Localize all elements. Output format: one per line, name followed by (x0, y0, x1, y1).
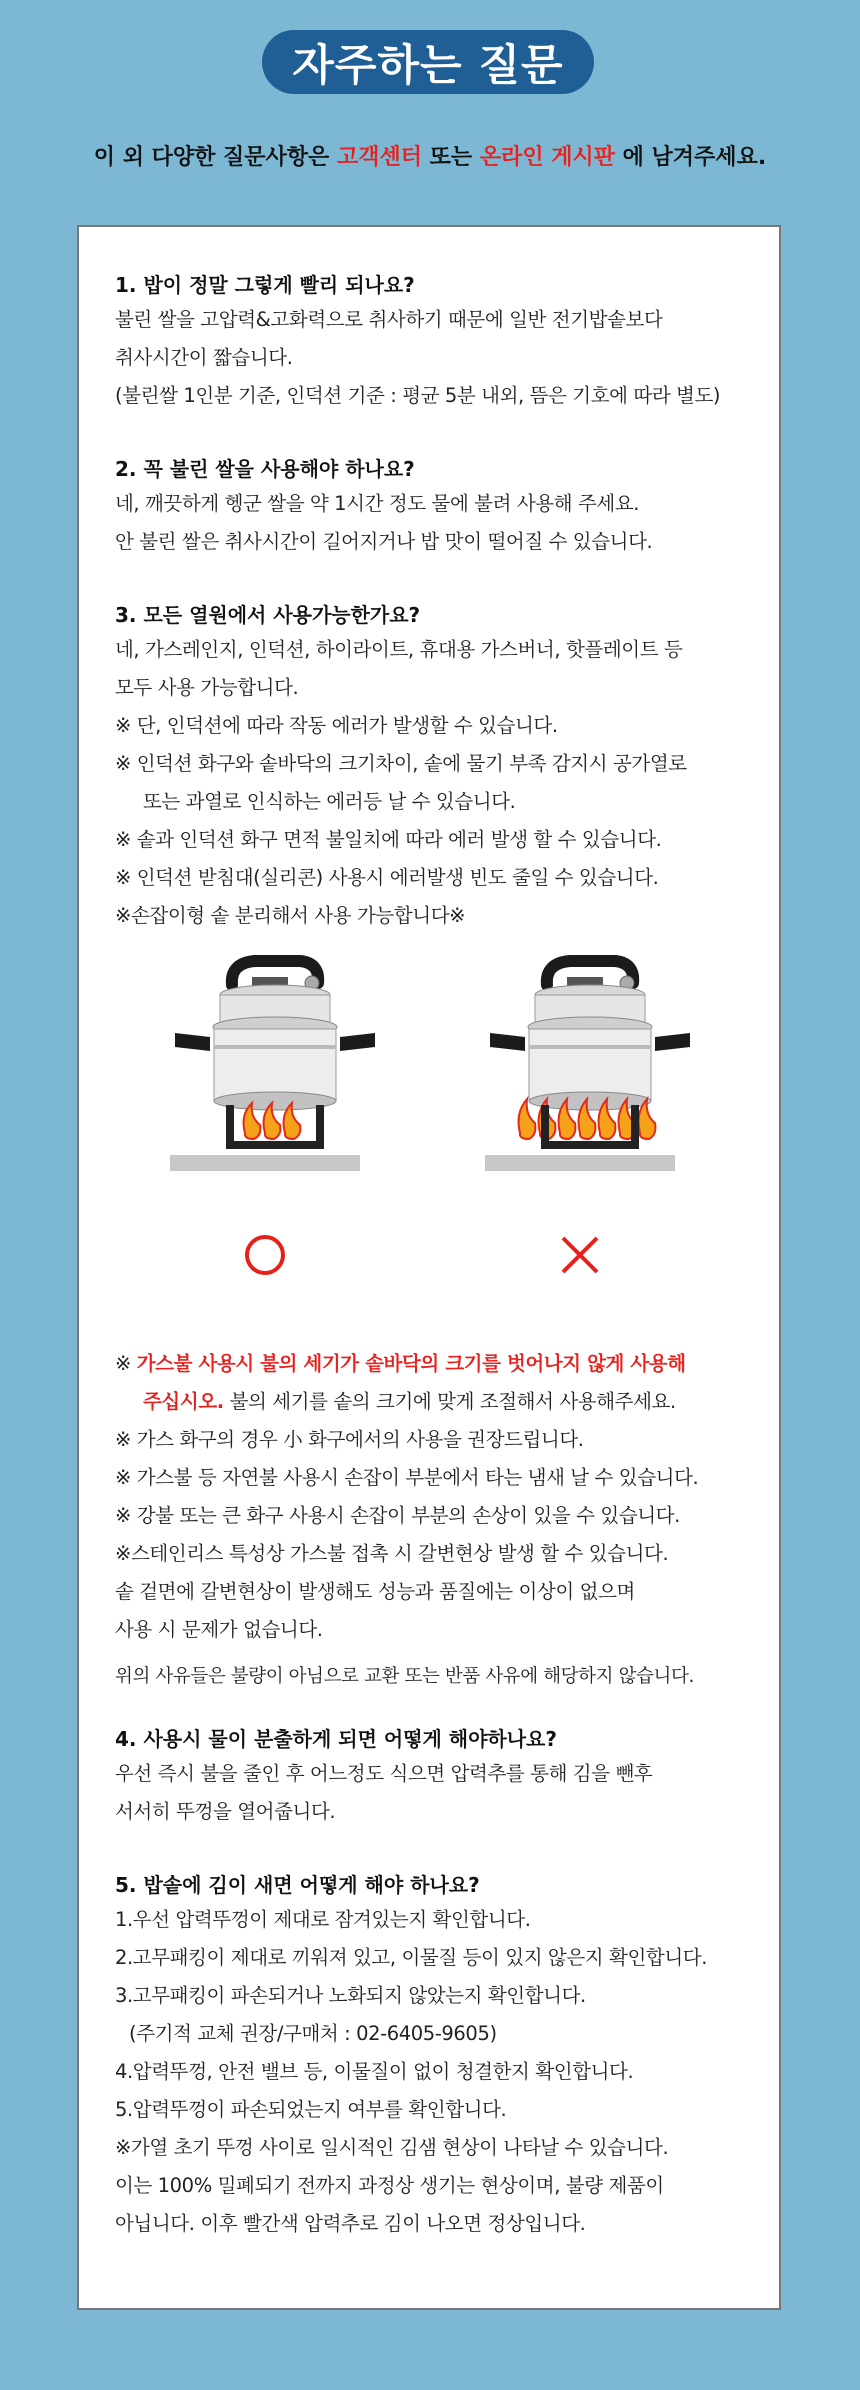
wrong-usage-figure (485, 955, 715, 1315)
answer-line: 우선 즉시 불을 줄인 후 어느정도 식으면 압력추를 통해 김을 뺀후 (115, 1762, 653, 1785)
answer-line: 4.압력뚜껑, 안전 밸브 등, 이물질이 없이 청결한지 확인합니다. (115, 2060, 634, 2083)
gas-warning-line (115, 1383, 755, 1421)
gas-note-line: 사용 시 문제가 없습니다. (115, 1618, 323, 1641)
faq-card (77, 225, 781, 2310)
subtitle-prefix: 이 외 다양한 질문사항은 (93, 145, 337, 170)
correct-usage-figure (170, 955, 400, 1315)
pressure-cooker-small-flame-image (170, 955, 400, 1195)
wrong-mark (550, 1225, 610, 1285)
gas-note-line: ※ 강불 또는 큰 화구 사용시 손잡이 부분의 손상이 있을 수 있습니다. (115, 1504, 680, 1527)
gas-note-line: ※ 가스불 등 자연불 사용시 손잡이 부분에서 타는 냄새 날 수 있습니다. (115, 1466, 699, 1489)
question-title: 4. 사용시 물이 분출하게 되면 어떻게 해야하나요? (115, 1727, 557, 1751)
page-title: 자주하는 질문 (262, 30, 594, 94)
answer-line: 1.우선 압력뚜껑이 제대로 잠겨있는지 확인합니다. (115, 1908, 531, 1931)
answer-line: 안 불린 쌀은 취사시간이 길어지거나 밥 맛이 떨어질 수 있습니다. (115, 530, 653, 553)
answer-line: ※ 단, 인덕션에 따라 작동 에러가 발생할 수 있습니다. (115, 714, 558, 737)
gas-warning-rest: 불의 세기를 솥의 크기에 맞게 조절해서 사용해주세요. (223, 1390, 676, 1413)
answer-line: ※ 솥과 인덕션 화구 면적 불일치에 따라 에러 발생 할 수 있습니다. (115, 828, 662, 851)
faq-item-4 (115, 1723, 755, 1831)
answer-line: 불린 쌀을 고압력&고화력으로 취사하기 때문에 일반 전기밥솥보다 (115, 308, 663, 331)
answer-line: ※ 인덕션 화구와 솥바닥의 크기차이, 솥에 물기 부족 감지시 공가열로 (115, 752, 687, 775)
answer-line: 서서히 뚜껑을 열어줍니다. (115, 1800, 336, 1823)
question-title: 3. 모든 열원에서 사용가능한가요? (115, 603, 421, 627)
answer-line: 아닙니다. 이후 빨간색 압력추로 김이 나오면 정상입니다. (115, 2212, 586, 2235)
gas-note-line: 솥 겉면에 갈변현상이 발생해도 성능과 품질에는 이상이 없으며 (115, 1580, 635, 1603)
answer-line: ※ 인덕션 받침대(실리콘) 사용시 에러발생 빈도 줄일 수 있습니다. (115, 866, 659, 889)
answer-line: 또는 과열로 인식하는 에러등 날 수 있습니다. (143, 790, 516, 813)
question-title: 2. 꼭 불린 쌀을 사용해야 하나요? (115, 457, 415, 481)
gas-warning-emphasis: 주십시오. (143, 1390, 224, 1413)
subtitle-suffix: 에 남겨주세요. (614, 145, 767, 170)
gas-note-line: ※ 가스 화구의 경우 小 화구에서의 사용을 권장드립니다. (115, 1428, 584, 1451)
answer-line: 네, 가스레인지, 인덕션, 하이라이트, 휴대용 가스버너, 핫플레이트 등 (115, 638, 683, 661)
faq-item-3 (115, 599, 755, 935)
answer-line: 취사시간이 짧습니다. (115, 346, 293, 369)
subtitle-mid: 또는 (421, 145, 480, 170)
x-mark-icon (550, 1225, 610, 1285)
answer-line: 5.압력뚜껑이 파손되었는지 여부를 확인합니다. (115, 2098, 507, 2121)
page-subtitle (0, 140, 860, 171)
answer-line: 네, 깨끗하게 헹군 쌀을 약 1시간 정도 물에 불려 사용해 주세요. (115, 492, 640, 515)
gas-notes (115, 1345, 755, 1695)
note-marker: ※ (115, 1352, 137, 1375)
faq-item-1 (115, 269, 755, 415)
question-title: 5. 밥솥에 김이 새면 어떻게 해야 하나요? (115, 1873, 480, 1897)
gas-warning-emphasis: 가스불 사용시 불의 세기가 솥바닥의 크기를 벗어나지 않게 사용해 (136, 1352, 686, 1375)
return-policy-note: 위의 사유들은 불량이 아님으로 교환 또는 반품 사유에 해당하지 않습니다. (115, 1666, 694, 1687)
faq-content (115, 269, 755, 2243)
answer-line: (불린쌀 1인분 기준, 인덕션 기준 : 평균 5분 내외, 뜸은 기호에 따라 별도) (115, 384, 721, 407)
answer-line: 모두 사용 가능합니다. (115, 676, 299, 699)
circle-mark-icon (235, 1225, 295, 1285)
answer-line: ※손잡이형 솥 분리해서 사용 가능합니다※ (115, 904, 466, 927)
pressure-cooker-large-flame-image (485, 955, 715, 1195)
correct-mark (235, 1225, 295, 1285)
customer-center-link[interactable]: 고객센터 (336, 145, 422, 170)
burner-illustration (115, 955, 755, 1335)
question-title: 1. 밥이 정말 그렇게 빨리 되나요? (115, 273, 415, 297)
faq-item-5 (115, 1869, 755, 2243)
gas-warning-line (115, 1345, 755, 1383)
answer-line: 2.고무패킹이 제대로 끼워져 있고, 이물질 등이 있지 않은지 확인합니다. (115, 1946, 708, 1969)
answer-line: 3.고무패킹이 파손되거나 노화되지 않았는지 확인합니다. (115, 1984, 586, 2007)
purchase-contact-line: (주기적 교체 권장/구매처 : 02-6405-9605) (129, 2022, 497, 2045)
answer-line: 이는 100% 밀폐되기 전까지 과정상 생기는 현상이며, 불량 제품이 (115, 2174, 664, 2197)
faq-item-2 (115, 453, 755, 561)
online-board-link[interactable]: 온라인 게시판 (479, 145, 615, 170)
answer-line: ※가열 초기 뚜껑 사이로 일시적인 김샘 현상이 나타날 수 있습니다. (115, 2136, 669, 2159)
gas-note-line: ※스테인리스 특성상 가스불 접촉 시 갈변현상 발생 할 수 있습니다. (115, 1542, 669, 1565)
